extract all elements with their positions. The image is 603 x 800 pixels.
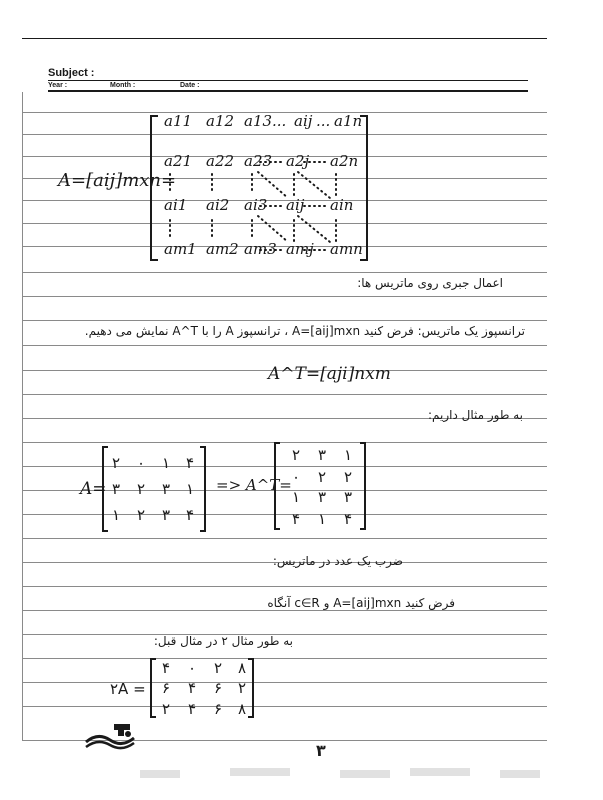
matrix-at-cell: ۱	[343, 446, 353, 464]
matrix-a-cell: ۱	[111, 506, 121, 524]
ruled-line	[22, 320, 547, 321]
scalar-matrix-cell: ۶	[161, 679, 171, 697]
matrix-a-cell: ۰	[136, 454, 146, 472]
matrix-at-cell: ۱	[291, 488, 301, 506]
scan-noise	[230, 768, 290, 776]
matrix-entry: ai1	[164, 196, 188, 214]
transpose-definition: ترانسپوز یک ماتریس: فرض کنید A=[aij]mxn ، ترانسپوز A را با A^T نمایش می دهیم.	[84, 324, 525, 338]
ruled-line	[22, 272, 547, 273]
scalar-matrix-cell: ۲	[161, 700, 171, 718]
date-label: Date :	[180, 82, 200, 89]
matrix-entry: a1n	[334, 112, 363, 130]
scalar-matrix-cell: ۲	[213, 659, 223, 677]
matrix-a-cell: ۳	[161, 480, 171, 498]
matrix-entry: a12	[206, 112, 235, 130]
implies-arrow: => A^T=	[216, 476, 292, 494]
matrix-entry: a2j	[286, 152, 310, 170]
header-rule-bottom	[48, 90, 528, 92]
year-label: Year :	[48, 82, 68, 89]
matrix-entry: a13	[244, 112, 273, 130]
page-number: ۳	[316, 741, 326, 760]
example-intro: به طور مثال داریم:	[427, 408, 523, 422]
matrix-entry: ain	[330, 196, 354, 214]
matrix-entry: aij	[294, 112, 313, 130]
subject-label: Subject :	[48, 67, 95, 79]
scan-noise	[140, 770, 180, 778]
matrix-a-cell: ۱	[185, 480, 195, 498]
matrix-at-cell: ۱	[317, 510, 327, 528]
matrix-definition-lhs: A=[aij]mxn=	[58, 170, 177, 191]
matrix-entry: a22	[206, 152, 235, 170]
matrix-entry: am2	[206, 240, 239, 258]
matrix-ellipsis: ...	[316, 112, 331, 130]
matrix-at-cell: ۴	[291, 510, 301, 528]
example-matrix-at	[272, 440, 368, 532]
matrix-entry: a11	[164, 112, 193, 130]
transpose-formula: A^T=[aji]nxm	[268, 364, 391, 384]
matrix-entry: am1	[164, 240, 197, 258]
matrix-entry: amn	[330, 240, 363, 258]
matrix-at-cell: ۲	[291, 446, 301, 464]
matrix-at-cell: ۳	[317, 446, 327, 464]
matrix-entry: a23	[244, 152, 273, 170]
scalar-definition: فرض کنید A=[aij]mxn و c∈R آنگاه	[267, 596, 455, 610]
ruled-line	[22, 610, 547, 611]
ruled-line	[22, 345, 547, 346]
matrix-at-cell: ۰	[291, 468, 301, 486]
matrix-at-cell: ۳	[317, 488, 327, 506]
matrix-at-cell: ۳	[343, 488, 353, 506]
scalar-result-matrix	[148, 656, 256, 720]
matrix-a-cell: ۲	[136, 506, 146, 524]
matrix-a-cell: ۴	[185, 454, 195, 472]
matrix-entry: ai2	[206, 196, 230, 214]
ruled-line	[22, 706, 547, 707]
matrix-a-label: A=	[80, 479, 107, 499]
scalar-matrix-cell: ۴	[187, 679, 197, 697]
scalar-matrix-cell: ۶	[213, 700, 223, 718]
ruled-line	[22, 586, 547, 587]
matrix-ellipsis: ...	[272, 112, 287, 130]
general-matrix	[148, 112, 370, 264]
publisher-logo	[84, 720, 136, 752]
matrix-entry: amj	[286, 240, 314, 258]
scalar-matrix-cell: ۴	[161, 659, 171, 677]
ruled-line	[22, 296, 547, 297]
matrix-entry: am3	[244, 240, 277, 258]
operations-heading: اعمال جبری روی ماتریس ها:	[357, 276, 503, 290]
month-label: Month :	[110, 82, 136, 89]
scan-noise	[340, 770, 390, 778]
matrix-a-cell: ۳	[111, 480, 121, 498]
header-rule	[48, 80, 528, 81]
scalar-heading: ضرب یک عدد در ماتریس:	[272, 554, 403, 568]
matrix-entry: ai3	[244, 196, 268, 214]
matrix-entry: a21	[164, 152, 193, 170]
margin-line	[22, 92, 23, 740]
matrix-a-cell: ۴	[185, 506, 195, 524]
scalar-matrix-label: ۲A =	[110, 680, 146, 698]
matrix-a-cell: ۱	[161, 454, 171, 472]
matrix-at-cell: ۴	[343, 510, 353, 528]
matrix-at-cell: ۲	[317, 468, 327, 486]
scalar-matrix-cell: ۰	[187, 659, 197, 677]
example-matrix-a	[100, 444, 208, 534]
ruled-line	[22, 538, 547, 539]
matrix-a-cell: ۲	[111, 454, 121, 472]
scalar-example-intro: به طور مثال ۲ در مثال قبل:	[153, 634, 293, 648]
matrix-a-cell: ۳	[161, 506, 171, 524]
scalar-matrix-cell: ۸	[237, 700, 247, 718]
ruled-line	[22, 394, 547, 395]
ruled-line	[22, 658, 547, 659]
scalar-matrix-cell: ۴	[187, 700, 197, 718]
scan-noise	[500, 770, 540, 778]
matrix-entry: a2n	[330, 152, 359, 170]
scalar-matrix-cell: ۸	[237, 659, 247, 677]
matrix-entry: aij	[286, 196, 305, 214]
scalar-matrix-cell: ۶	[213, 679, 223, 697]
ruled-line	[22, 682, 547, 683]
matrix-a-cell: ۲	[136, 480, 146, 498]
top-rule	[22, 38, 547, 39]
matrix-at-cell: ۲	[343, 468, 353, 486]
scalar-matrix-cell: ۲	[237, 679, 247, 697]
scan-noise	[410, 768, 470, 776]
